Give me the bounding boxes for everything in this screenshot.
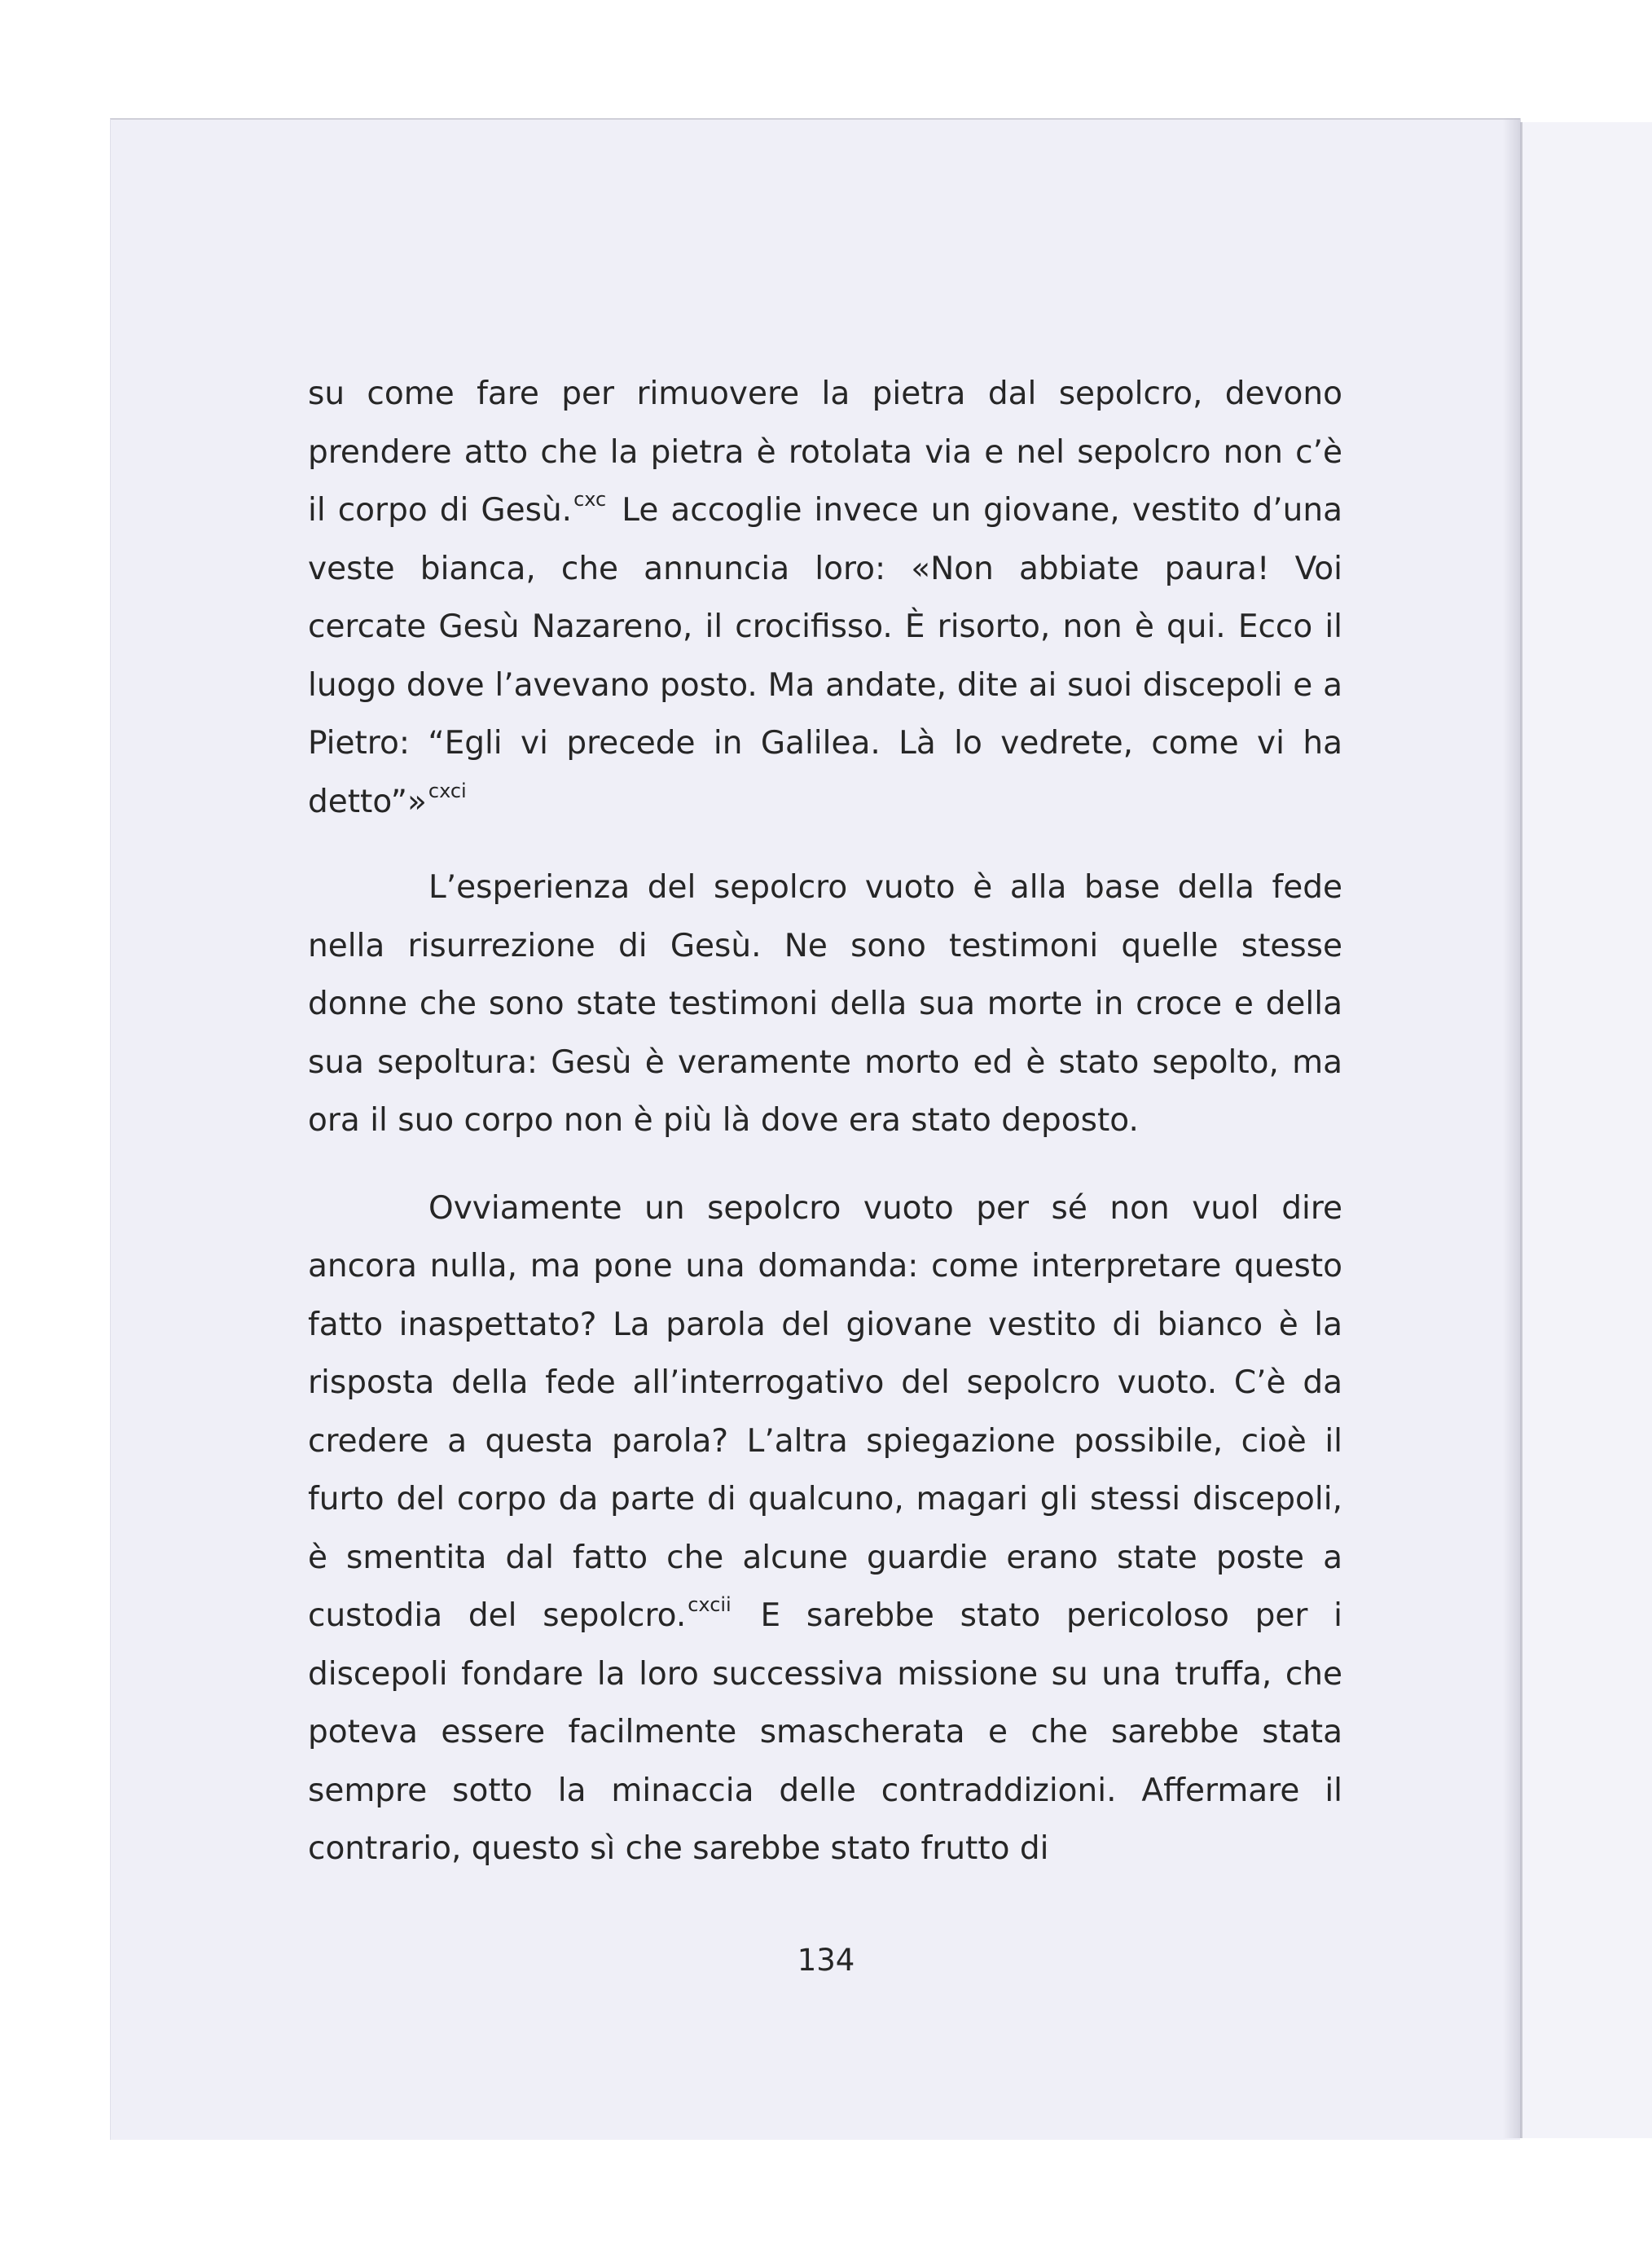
facing-page-edge — [1520, 122, 1652, 2138]
paragraph-3-text-b: E sarebbe stato pericoloso per i discepoli fondare la loro successiva missione su una truffa, che poteva essere facilmente smascherata e che sarebbe stata sempre sotto la minaccia delle contraddizioni. Affermare il contrario, questo sì che sarebbe stato frutto di — [308, 1597, 1342, 1867]
paragraph-3 — [308, 1179, 1342, 1878]
page-number: 134 — [797, 1943, 855, 1978]
paragraph-3-text-a: Ovviamente un sepolcro vuoto per sé non vuol dire ancora nulla, ma pone una domanda: come interpretare questo fatto inaspettato? La parola del giovane vestito di bianco è la risposta della fede all’interrogativo del sepolcro vuoto. C’è da credere a questa parola? L’altra spiegazione possibile, cioè il furto del corpo da parte di qualcuno, magari gli stessi discepoli, è smentita dal fatto che alcune guardie erano state poste a custodia del sepolcro. — [308, 1189, 1342, 1634]
body-text — [308, 365, 1342, 1878]
paragraph-1-text-a: su come fare per rimuovere la pietra dal sepolcro, devono prendere atto che la pietra è rotolata via e nel sepolcro non c’è il corpo di Gesù. — [308, 376, 1342, 529]
footnote-marker-cxcii: cxcii — [688, 1593, 732, 1616]
footnote-marker-cxc: cxc — [573, 488, 607, 511]
paragraph-1-text-b: Le accoglie invece un giovane, vestito d’una veste bianca, che annuncia loro: «Non abbiate paura! Voi cercate Gesù Nazareno, il crocifisso. È risorto, non è qui. Ecco il luogo dove l’avevano posto. Ma andate, dite ai suoi discepoli e a Pietro: “Egli vi precede in Galilea. Là lo vedrete, come vi ha detto”» — [308, 492, 1342, 820]
page-gutter-shadow — [1503, 118, 1521, 2138]
footnote-marker-cxci: cxci — [428, 779, 467, 802]
paragraph-1 — [308, 365, 1342, 831]
paragraph-2: L’esperienza del sepolcro vuoto è alla base della fede nella risurrezione di Gesù. Ne sono testimoni quelle stesse donne che sono state testimoni della sua morte in croce e della sua sepoltura: Gesù è veramente morto ed è stato sepolto, ma ora il suo corpo non è più là dove era stato deposto. — [308, 869, 1342, 1139]
